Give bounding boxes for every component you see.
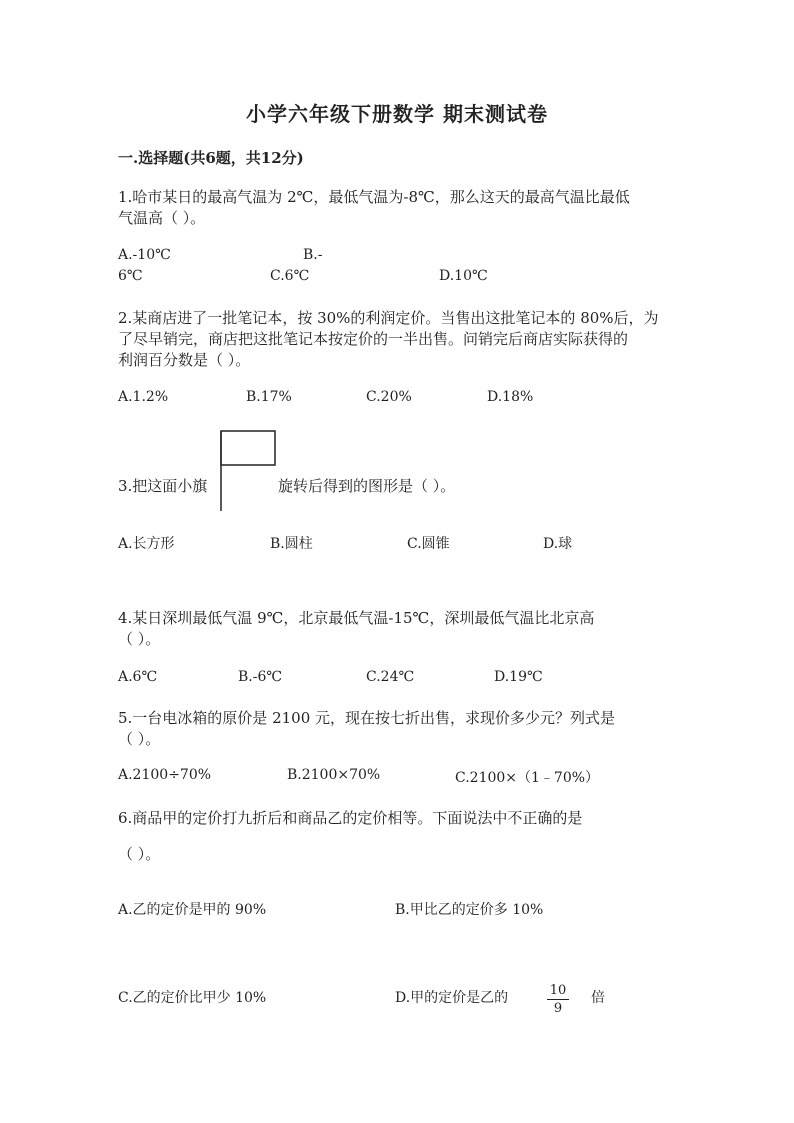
question-6-line-2: （ ）。 xyxy=(118,845,161,863)
section-heading: 一.选择题(共6题，共12分) xyxy=(118,149,304,167)
question-2-option-a[interactable]: A.1.2% xyxy=(118,389,169,405)
question-1-line-1: 1.哈市某日的最高气温为 2℃，最低气温为-8℃，那么这天的最高气温比最低 xyxy=(118,188,630,206)
question-4-option-d[interactable]: D.19℃ xyxy=(494,669,543,685)
question-4-option-c[interactable]: C.24℃ xyxy=(366,669,415,685)
question-5-option-c[interactable]: C.2100×（1﹣70%） xyxy=(455,770,600,786)
question-4-line-2: （ ）。 xyxy=(118,630,161,648)
question-2-line-2: 了尽早销完，商店把这批笔记本按定价的一半出售。问销完后商店实际获得的 xyxy=(118,330,629,348)
question-3-text-before-figure: 3.把这面小旗 xyxy=(118,477,208,495)
question-3-text-after-figure: 旋转后得到的图形是（ ）。 xyxy=(278,477,456,495)
question-6-option-c[interactable]: C.乙的定价比甲少 10% xyxy=(118,990,267,1006)
question-2-option-d[interactable]: D.18% xyxy=(487,389,534,405)
question-1-option-a[interactable]: A.-10℃ xyxy=(118,247,171,263)
question-1-option-c[interactable]: C.6℃ xyxy=(270,268,310,284)
question-3-option-d[interactable]: D.球 xyxy=(543,536,573,552)
question-4-option-b[interactable]: B.-6℃ xyxy=(238,669,283,685)
question-5-line-2: （ ）。 xyxy=(118,730,161,748)
question-2-line-1: 2.某商店进了一批笔记本，按 30%的利润定价。当售出这批笔记本的 80%后，为 xyxy=(118,309,659,327)
flag-cloth xyxy=(221,431,275,465)
question-1-option-d[interactable]: D.10℃ xyxy=(439,268,488,284)
question-5-line-1: 5.一台电冰箱的原价是 2100 元，现在按七折出售，求现价多少元？列式是 xyxy=(118,709,616,727)
question-3-option-c[interactable]: C.圆锥 xyxy=(407,536,450,552)
question-1-line-2: 气温高（ ）。 xyxy=(118,209,206,227)
question-5-option-a[interactable]: A.2100÷70% xyxy=(118,767,212,783)
page-title: 小学六年级下册数学 期末测试卷 xyxy=(246,102,548,126)
question-2-option-b[interactable]: B.17% xyxy=(246,389,292,405)
question-1-option-b-continued: 6℃ xyxy=(118,268,143,284)
fraction-ten-ninths xyxy=(547,983,569,1016)
question-6-line-1: 6.商品甲的定价打九折后和商品乙的定价相等。下面说法中不正确的是 xyxy=(118,809,583,827)
question-3-option-a[interactable]: A.长方形 xyxy=(118,536,175,552)
question-6-option-b[interactable]: B.甲比乙的定价多 10% xyxy=(395,902,544,918)
question-6-option-d-suffix: 倍 xyxy=(591,990,605,1006)
fraction-denominator: 9 xyxy=(553,1001,563,1016)
question-5-option-b[interactable]: B.2100×70% xyxy=(287,767,381,783)
question-4-option-a[interactable]: A.6℃ xyxy=(118,669,158,685)
question-4-line-1: 4.某日深圳最低气温 9℃，北京最低气温-15℃，深圳最低气温比北京高 xyxy=(118,609,595,627)
question-2-option-c[interactable]: C.20% xyxy=(366,389,412,405)
question-6-option-d[interactable]: D.甲的定价是乙的 xyxy=(395,990,509,1006)
question-2-line-3: 利润百分数是（ ）。 xyxy=(118,351,251,369)
fraction-numerator: 10 xyxy=(547,983,569,1000)
question-3-option-b[interactable]: B.圆柱 xyxy=(270,536,313,552)
flag-figure xyxy=(218,430,280,512)
question-6-option-a[interactable]: A.乙的定价是甲的 90% xyxy=(118,902,267,918)
question-1-option-b[interactable]: B.- xyxy=(303,247,323,263)
